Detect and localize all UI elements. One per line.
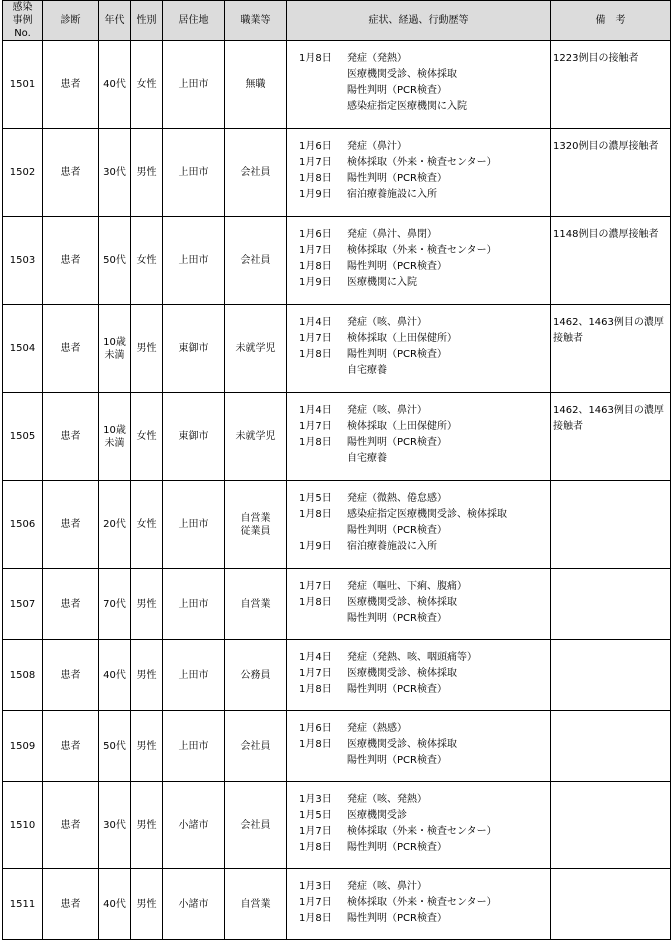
event-text: 検体採取（外来・検査センター） <box>347 826 497 837</box>
age-line: 10歳 <box>103 336 126 348</box>
occupation-line: 無職 <box>245 79 266 90</box>
event-date: 1月8日 <box>299 913 332 924</box>
event-line <box>299 419 550 435</box>
event-line <box>299 187 550 203</box>
event-line <box>299 824 550 840</box>
table-row <box>3 782 671 869</box>
age-line: 40代 <box>103 79 126 90</box>
event-line <box>299 840 550 856</box>
age-line: 70代 <box>103 598 126 610</box>
event-date: 1月8日 <box>299 842 332 853</box>
occupation-line: 会社員 <box>240 740 271 752</box>
events-cell <box>287 393 551 481</box>
header-row <box>3 1 671 41</box>
age-line: 40代 <box>103 898 126 910</box>
event-date <box>299 611 347 627</box>
event-text: 発症（咳、発熱） <box>347 794 427 805</box>
occupation-cell <box>225 711 287 782</box>
remarks-cell: 1148例目の濃厚接触者 <box>551 217 671 305</box>
table-row <box>3 569 671 640</box>
residence-cell: 上田市 <box>163 569 225 640</box>
occupation-line: 自営業 <box>240 598 271 610</box>
event-date: 1月7日 <box>299 826 332 837</box>
occupation-line: 会社員 <box>240 255 271 266</box>
event-line <box>299 579 550 595</box>
case-table <box>2 0 671 940</box>
age-cell <box>99 41 131 129</box>
event-text: 発症（熱感） <box>347 723 407 734</box>
age-line: 30代 <box>103 167 126 178</box>
event-text: 検体採取（上田保健所） <box>347 333 457 344</box>
event-date: 1月9日 <box>299 277 332 288</box>
event-date <box>299 753 347 769</box>
case-no-cell: 1509 <box>3 711 43 782</box>
remarks-cell: 1462、1463例目の濃厚接触者 <box>551 393 671 481</box>
sex-cell: 女性 <box>131 217 163 305</box>
event-date: 1月8日 <box>299 684 332 695</box>
age-line: 未満 <box>104 437 125 449</box>
remarks-cell <box>551 782 671 869</box>
table-row <box>3 481 671 569</box>
event-date: 1月3日 <box>299 881 332 892</box>
events-cell <box>287 217 551 305</box>
occupation-cell <box>225 569 287 640</box>
event-line <box>299 51 550 67</box>
header-diagnosis: 診断 <box>43 1 99 41</box>
events-cell <box>287 41 551 129</box>
occupation-line: 会社員 <box>240 167 271 178</box>
age-cell <box>99 217 131 305</box>
age-cell <box>99 481 131 569</box>
sex-cell: 男性 <box>131 782 163 869</box>
event-date: 1月4日 <box>299 405 332 416</box>
occupation-line: 未就学児 <box>235 431 276 442</box>
event-text: 検体採取（上田保健所） <box>347 421 457 432</box>
events-cell <box>287 481 551 569</box>
event-date <box>299 67 347 83</box>
case-no-cell: 1503 <box>3 217 43 305</box>
event-date: 1月9日 <box>299 541 332 552</box>
sex-cell: 男性 <box>131 129 163 217</box>
events-cell <box>287 129 551 217</box>
case-no-cell: 1510 <box>3 782 43 869</box>
event-line <box>299 721 550 737</box>
event-line <box>299 792 550 808</box>
event-line <box>299 808 550 824</box>
diagnosis-cell: 患者 <box>43 41 99 129</box>
event-text: 検体採取（外来・検査センター） <box>347 897 497 908</box>
table-row <box>3 393 671 481</box>
age-line: 40代 <box>103 669 126 681</box>
event-date: 1月3日 <box>299 794 332 805</box>
event-line <box>299 895 550 911</box>
event-date: 1月8日 <box>299 739 332 750</box>
diagnosis-cell: 患者 <box>43 481 99 569</box>
sex-cell: 男性 <box>131 569 163 640</box>
event-text: 陽性判明（PCR検査） <box>347 525 447 536</box>
event-date: 1月8日 <box>299 173 332 184</box>
event-text: 医療機関受診、検体採取 <box>347 69 457 80</box>
event-date: 1月8日 <box>299 509 332 520</box>
occupation-cell <box>225 129 287 217</box>
event-text: 陽性判明（PCR検査） <box>347 349 447 360</box>
events-cell <box>287 711 551 782</box>
event-date: 1月7日 <box>299 245 332 256</box>
header-case-no <box>3 1 43 41</box>
case-no-cell: 1505 <box>3 393 43 481</box>
occupation-cell <box>225 782 287 869</box>
header-remarks: 備 考 <box>551 1 671 41</box>
event-line <box>299 879 550 895</box>
event-text: 陽性判明（PCR検査） <box>347 85 447 96</box>
event-line <box>299 507 550 523</box>
event-line <box>299 315 550 331</box>
event-date: 1月8日 <box>299 349 332 360</box>
event-line <box>299 347 550 363</box>
event-text: 医療機関受診 <box>347 810 407 821</box>
case-no-cell: 1506 <box>3 481 43 569</box>
occupation-line: 自営業 <box>240 898 271 910</box>
age-cell <box>99 569 131 640</box>
events-cell <box>287 305 551 393</box>
header-sex: 性別 <box>131 1 163 41</box>
event-text: 自宅療養 <box>347 365 387 376</box>
event-text: 陽性判明（PCR検査） <box>347 613 447 624</box>
residence-cell: 東御市 <box>163 393 225 481</box>
event-line <box>299 650 550 666</box>
sex-cell: 男性 <box>131 869 163 940</box>
table-row <box>3 305 671 393</box>
event-date <box>299 451 347 467</box>
occupation-line: 自営業 <box>240 512 271 524</box>
event-line <box>299 243 550 259</box>
event-date: 1月9日 <box>299 189 332 200</box>
age-line: 50代 <box>103 740 126 752</box>
remarks-cell: 1462、1463例目の濃厚接触者 <box>551 305 671 393</box>
event-date: 1月7日 <box>299 581 332 592</box>
diagnosis-cell: 患者 <box>43 640 99 711</box>
event-text: 感染症指定医療機関に入院 <box>347 101 467 112</box>
event-line <box>299 539 550 555</box>
age-line: 50代 <box>103 255 126 266</box>
age-line: 20代 <box>103 519 126 530</box>
event-date: 1月7日 <box>299 157 332 168</box>
occupation-line: 会社員 <box>240 819 271 831</box>
event-line <box>299 666 550 682</box>
event-line <box>299 611 550 627</box>
event-date: 1月4日 <box>299 317 332 328</box>
event-line <box>299 171 550 187</box>
age-cell <box>99 393 131 481</box>
event-text: 陽性判明（PCR検査） <box>347 913 447 924</box>
event-text: 医療機関受診、検体採取 <box>347 739 457 750</box>
age-line: 10歳 <box>103 424 126 436</box>
event-line <box>299 83 550 99</box>
sex-cell: 男性 <box>131 711 163 782</box>
header-case-no-line: 事例 <box>12 15 33 26</box>
event-date: 1月8日 <box>299 597 332 608</box>
table-row <box>3 129 671 217</box>
event-text: 発症（微熱、倦怠感） <box>347 493 447 504</box>
header-occupation: 職業等 <box>225 1 287 41</box>
event-line <box>299 523 550 539</box>
event-date <box>299 99 347 115</box>
age-cell <box>99 129 131 217</box>
occupation-cell <box>225 305 287 393</box>
event-line <box>299 275 550 291</box>
event-text: 宿泊療養施設に入所 <box>347 541 437 552</box>
remarks-cell: 1320例目の濃厚接触者 <box>551 129 671 217</box>
event-date: 1月8日 <box>299 261 332 272</box>
table-row <box>3 41 671 129</box>
event-text: 医療機関受診、検体採取 <box>347 597 457 608</box>
event-date: 1月4日 <box>299 652 332 663</box>
event-line <box>299 491 550 507</box>
occupation-cell <box>225 869 287 940</box>
age-cell <box>99 640 131 711</box>
event-text: 陽性判明（PCR検査） <box>347 842 447 853</box>
remarks-cell <box>551 569 671 640</box>
diagnosis-cell: 患者 <box>43 305 99 393</box>
occupation-cell <box>225 640 287 711</box>
event-date: 1月7日 <box>299 668 332 679</box>
event-line <box>299 753 550 769</box>
event-text: 陽性判明（PCR検査） <box>347 755 447 766</box>
header-residence: 居住地 <box>163 1 225 41</box>
sex-cell: 男性 <box>131 305 163 393</box>
diagnosis-cell: 患者 <box>43 569 99 640</box>
event-text: 発症（発熱） <box>347 53 407 64</box>
event-date: 1月6日 <box>299 141 332 152</box>
event-text: 検体採取（外来・検査センター） <box>347 157 497 168</box>
table-row <box>3 711 671 782</box>
event-text: 陽性判明（PCR検査） <box>347 437 447 448</box>
diagnosis-cell: 患者 <box>43 393 99 481</box>
diagnosis-cell: 患者 <box>43 711 99 782</box>
event-date <box>299 363 347 379</box>
header-case-no-line: No. <box>14 28 31 39</box>
event-line <box>299 911 550 927</box>
age-cell <box>99 869 131 940</box>
sex-cell: 女性 <box>131 41 163 129</box>
occupation-line: 未就学児 <box>235 343 276 354</box>
diagnosis-cell: 患者 <box>43 217 99 305</box>
event-text: 発症（嘔吐、下痢、腹痛） <box>347 581 467 592</box>
occupation-cell <box>225 393 287 481</box>
event-date: 1月7日 <box>299 897 332 908</box>
event-date: 1月5日 <box>299 493 332 504</box>
age-line: 30代 <box>103 819 126 831</box>
event-text: 宿泊療養施設に入所 <box>347 189 437 200</box>
case-no-cell: 1501 <box>3 41 43 129</box>
case-no-cell: 1504 <box>3 305 43 393</box>
event-text: 自宅療養 <box>347 453 387 464</box>
events-cell <box>287 569 551 640</box>
event-text: 発症（咳、鼻汁） <box>347 881 427 892</box>
event-line <box>299 737 550 753</box>
event-text: 陽性判明（PCR検査） <box>347 261 447 272</box>
diagnosis-cell: 患者 <box>43 782 99 869</box>
residence-cell: 上田市 <box>163 217 225 305</box>
event-text: 医療機関に入院 <box>347 277 417 288</box>
event-date: 1月6日 <box>299 229 332 240</box>
residence-cell: 東御市 <box>163 305 225 393</box>
table-row <box>3 640 671 711</box>
events-cell <box>287 782 551 869</box>
case-no-cell: 1508 <box>3 640 43 711</box>
event-line <box>299 227 550 243</box>
sex-cell: 女性 <box>131 481 163 569</box>
event-line <box>299 403 550 419</box>
age-line: 未満 <box>104 349 125 361</box>
event-date: 1月8日 <box>299 53 332 64</box>
header-events: 症状、経過、行動歴等 <box>287 1 551 41</box>
table-row <box>3 869 671 940</box>
event-date: 1月7日 <box>299 421 332 432</box>
age-cell <box>99 782 131 869</box>
diagnosis-cell: 患者 <box>43 129 99 217</box>
table-row <box>3 217 671 305</box>
case-no-cell: 1507 <box>3 569 43 640</box>
header-case-no-line: 感染 <box>12 2 33 13</box>
age-cell <box>99 711 131 782</box>
event-line <box>299 682 550 698</box>
event-text: 発症（咳、鼻汁） <box>347 405 427 416</box>
residence-cell: 上田市 <box>163 481 225 569</box>
age-cell <box>99 305 131 393</box>
event-text: 発症（鼻汁、鼻閉） <box>347 229 437 240</box>
residence-cell: 小諸市 <box>163 782 225 869</box>
event-line <box>299 99 550 115</box>
occupation-line: 従業員 <box>240 525 271 537</box>
events-cell <box>287 869 551 940</box>
header-age: 年代 <box>99 1 131 41</box>
event-date: 1月8日 <box>299 437 332 448</box>
event-line <box>299 363 550 379</box>
event-date <box>299 83 347 99</box>
sex-cell: 女性 <box>131 393 163 481</box>
occupation-cell <box>225 481 287 569</box>
event-text: 発症（鼻汁） <box>347 141 407 152</box>
event-date: 1月6日 <box>299 723 332 734</box>
event-date: 1月5日 <box>299 810 332 821</box>
event-text: 発症（発熱、咳、咽頭痛等） <box>347 652 477 663</box>
remarks-cell <box>551 640 671 711</box>
remarks-cell: 1223例目の接触者 <box>551 41 671 129</box>
occupation-cell <box>225 217 287 305</box>
event-text: 発症（咳、鼻汁） <box>347 317 427 328</box>
residence-cell: 上田市 <box>163 41 225 129</box>
event-text: 陽性判明（PCR検査） <box>347 173 447 184</box>
table-body <box>3 41 671 940</box>
diagnosis-cell: 患者 <box>43 869 99 940</box>
sex-cell: 男性 <box>131 640 163 711</box>
remarks-cell <box>551 481 671 569</box>
event-text: 陽性判明（PCR検査） <box>347 684 447 695</box>
event-date <box>299 523 347 539</box>
residence-cell: 上田市 <box>163 711 225 782</box>
event-line <box>299 139 550 155</box>
event-line <box>299 595 550 611</box>
event-date: 1月7日 <box>299 333 332 344</box>
case-no-cell: 1502 <box>3 129 43 217</box>
residence-cell: 上田市 <box>163 640 225 711</box>
event-line <box>299 451 550 467</box>
case-no-cell: 1511 <box>3 869 43 940</box>
event-line <box>299 67 550 83</box>
occupation-cell <box>225 41 287 129</box>
event-line <box>299 435 550 451</box>
event-line <box>299 155 550 171</box>
remarks-cell <box>551 711 671 782</box>
event-text: 検体採取（外来・検査センター） <box>347 245 497 256</box>
residence-cell: 小諸市 <box>163 869 225 940</box>
event-text: 感染症指定医療機関受診、検体採取 <box>347 509 507 520</box>
remarks-cell <box>551 869 671 940</box>
residence-cell: 上田市 <box>163 129 225 217</box>
event-line <box>299 259 550 275</box>
event-line <box>299 331 550 347</box>
events-cell <box>287 640 551 711</box>
occupation-line: 公務員 <box>240 669 271 681</box>
event-text: 医療機関受診、検体採取 <box>347 668 457 679</box>
